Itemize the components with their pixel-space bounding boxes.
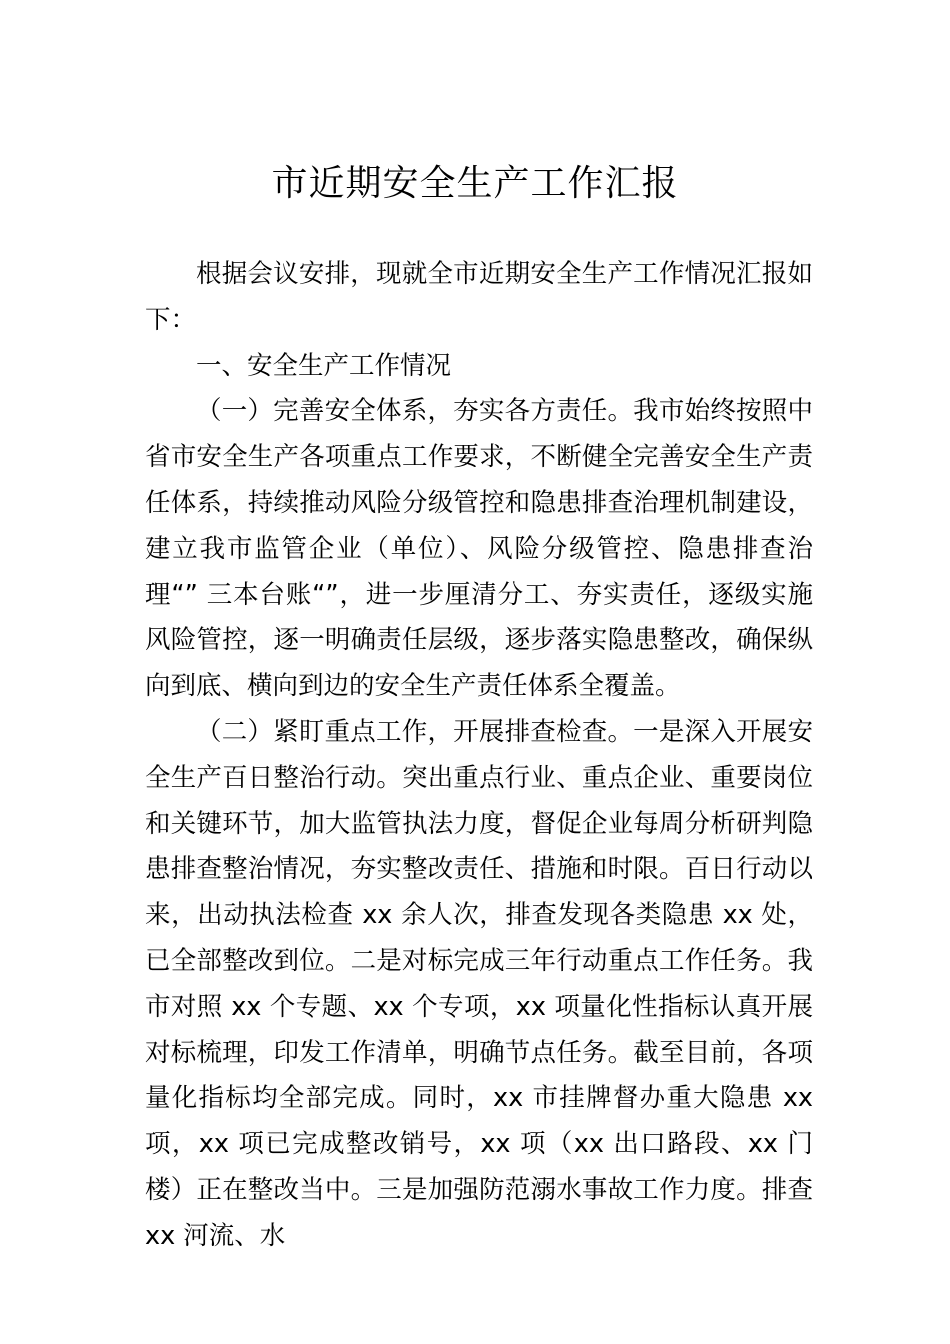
- document-body: [145, 252, 813, 1260]
- body-paragraph: （一）完善安全体系，夯实各方责任。我市始终按照中省市安全生产各项重点工作要求，不断健全完善安全生产责任体系，持续推动风险分级管控和隐患排查治理机制建设， 建立我市监管企业（单位）、风险分级管控、隐患排查治理“” 三本台账“”，进一步厘清分工、夯实责任，逐级实施风险管控，逐一明确责任层级，逐步落实隐患整改，确保纵向到底、横向到边的安全生产责任体系全覆盖。: [145, 396, 813, 702]
- document-title: 市近期安全生产工作汇报: [271, 163, 679, 204]
- section-heading: 一、安全生产工作情况: [196, 350, 452, 381]
- intro-paragraph: 根据会议安排，现就全市近期安全生产工作情况汇报如下：: [145, 259, 813, 335]
- body-paragraph: （二）紧盯重点工作，开展排查检查。一是深入开展安全生产百日整治行动。突出重点行业、重点企业、重要岗位和关键环节，加大监管执法力度，督促企业每周分析研判隐患排查整治情况，夯实整改责任、措施和时限。百日行动以来，出动执法检查 xx 余人次，排查发现各类隐患 xx 处，已全部整改到位。二是对标完成三年行动重点工作任务。我市对照 xx 个专题、xx 个专项，xx 项量化性指标认真开展对标梳理，印发工作清单，明确节点任务。截至目前，各项量化指标均全部完成。同时，xx 市挂牌督办重大隐患 xx 项，xx 项已完成整改销号，xx 项（xx 出口路段、xx 门楼）正在整改当中。三是加强防范溺水事故工作力度。排查 xx 河流、水: [145, 716, 813, 1251]
